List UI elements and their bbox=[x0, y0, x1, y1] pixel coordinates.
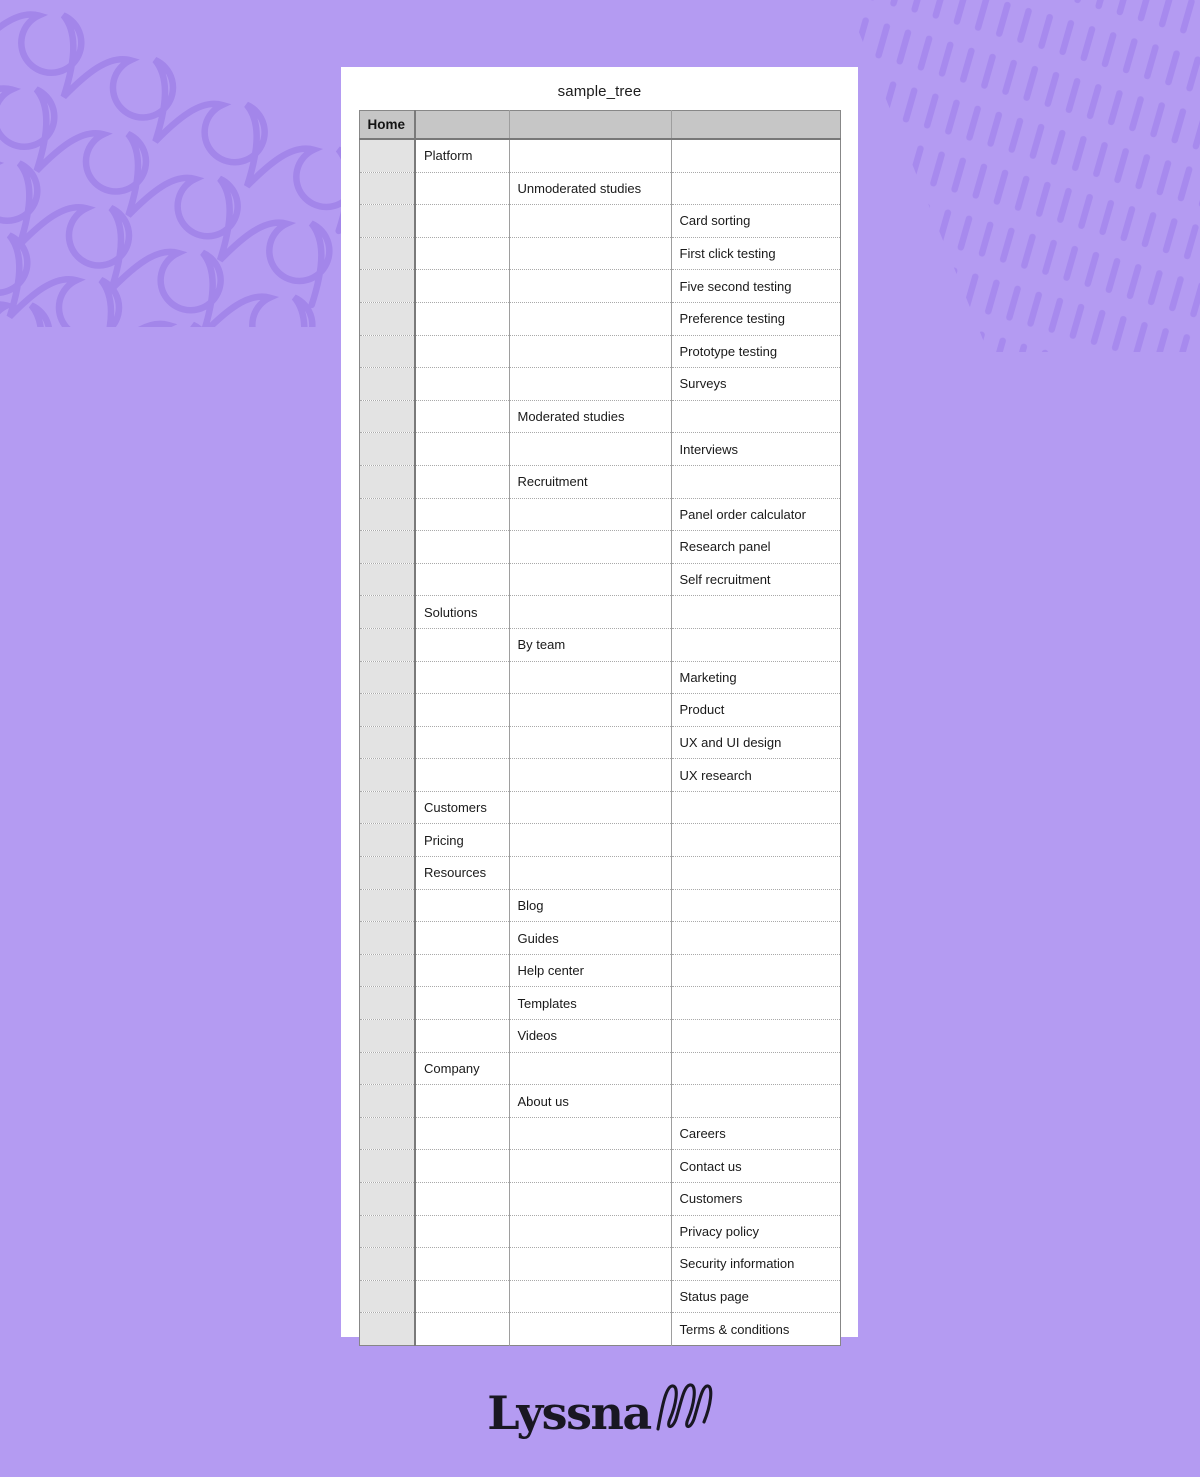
spreadsheet-card bbox=[341, 67, 858, 1337]
tree-cell-level-2[interactable] bbox=[509, 531, 671, 564]
home-stub-cell[interactable] bbox=[359, 302, 415, 335]
tree-cell-level-1[interactable] bbox=[415, 335, 509, 368]
tree-cell-level-2[interactable] bbox=[509, 1313, 671, 1346]
tree-cell-level-2[interactable] bbox=[509, 237, 671, 270]
table-row bbox=[359, 889, 840, 922]
table-row bbox=[359, 954, 840, 987]
table-row bbox=[359, 237, 840, 270]
table-row bbox=[359, 498, 840, 531]
table-row bbox=[359, 1117, 840, 1150]
loop-chain bbox=[0, 276, 247, 327]
tree-cell-level-2[interactable] bbox=[509, 791, 671, 824]
table-row bbox=[359, 139, 840, 172]
home-stub-cell[interactable] bbox=[359, 368, 415, 401]
tree-cell-level-1[interactable] bbox=[415, 302, 509, 335]
tree-cell-level-3[interactable] bbox=[671, 954, 840, 987]
tree-cell-level-2[interactable] bbox=[509, 302, 671, 335]
tree-cell-level-1[interactable]: Pricing bbox=[415, 824, 509, 857]
tree-cell-level-3[interactable] bbox=[671, 889, 840, 922]
tree-cell-level-2[interactable]: Blog bbox=[509, 889, 671, 922]
home-stub-cell[interactable] bbox=[359, 465, 415, 498]
tree-cell-level-3[interactable]: Product bbox=[671, 694, 840, 727]
table-row bbox=[359, 368, 840, 401]
table-row bbox=[359, 824, 840, 857]
tree-cell-level-2[interactable] bbox=[509, 726, 671, 759]
home-stub-cell[interactable] bbox=[359, 661, 415, 694]
tree-cell-level-2[interactable] bbox=[509, 1150, 671, 1183]
tree-cell-level-2[interactable]: Guides bbox=[509, 922, 671, 955]
tree-cell-level-1[interactable] bbox=[415, 1117, 509, 1150]
tree-cell-level-1[interactable] bbox=[415, 498, 509, 531]
table-row bbox=[359, 1215, 840, 1248]
tree-cell-level-1[interactable] bbox=[415, 1183, 509, 1216]
table-row bbox=[359, 302, 840, 335]
tree-cell-level-3[interactable]: Panel order calculator bbox=[671, 498, 840, 531]
tree-cell-level-1[interactable] bbox=[415, 1215, 509, 1248]
table-header-row bbox=[359, 111, 840, 140]
tree-cell-level-2[interactable] bbox=[509, 1280, 671, 1313]
tree-cell-level-1[interactable] bbox=[415, 1085, 509, 1118]
header-cell-home[interactable]: Home bbox=[359, 111, 415, 140]
table-row bbox=[359, 1280, 840, 1313]
tree-cell-level-3[interactable]: Five second testing bbox=[671, 270, 840, 303]
home-stub-cell[interactable] bbox=[359, 1085, 415, 1118]
tree-cell-level-2[interactable] bbox=[509, 270, 671, 303]
dash-doodle-decoration bbox=[838, 0, 1200, 352]
tree-cell-level-2[interactable] bbox=[509, 1052, 671, 1085]
home-stub-cell[interactable] bbox=[359, 1020, 415, 1053]
tree-cell-level-1[interactable] bbox=[415, 400, 509, 433]
tree-cell-level-1[interactable] bbox=[415, 922, 509, 955]
home-stub-cell[interactable] bbox=[359, 172, 415, 205]
table-row bbox=[359, 596, 840, 629]
tree-cell-level-2[interactable] bbox=[509, 1215, 671, 1248]
tree-cell-level-1[interactable] bbox=[415, 694, 509, 727]
tree-cell-level-3[interactable]: Status page bbox=[671, 1280, 840, 1313]
home-stub-cell[interactable] bbox=[359, 694, 415, 727]
table-row bbox=[359, 563, 840, 596]
home-stub-cell[interactable] bbox=[359, 1052, 415, 1085]
tree-cell-level-3[interactable]: Careers bbox=[671, 1117, 840, 1150]
header-cell-level1[interactable] bbox=[415, 111, 509, 140]
tree-cell-level-3[interactable]: UX research bbox=[671, 759, 840, 792]
header-cell-level3[interactable] bbox=[671, 111, 840, 140]
table-row bbox=[359, 987, 840, 1020]
table-row bbox=[359, 433, 840, 466]
tree-cell-level-1[interactable] bbox=[415, 987, 509, 1020]
tree-cell-level-2[interactable] bbox=[509, 368, 671, 401]
table-row bbox=[359, 1183, 840, 1216]
tree-cell-level-1[interactable] bbox=[415, 889, 509, 922]
home-stub-cell[interactable] bbox=[359, 335, 415, 368]
tree-cell-level-2[interactable]: Help center bbox=[509, 954, 671, 987]
home-stub-cell[interactable] bbox=[359, 205, 415, 238]
tree-cell-level-3[interactable]: UX and UI design bbox=[671, 726, 840, 759]
tree-cell-level-3[interactable] bbox=[671, 824, 840, 857]
table-row bbox=[359, 661, 840, 694]
tree-cell-level-3[interactable] bbox=[671, 139, 840, 172]
tree-cell-level-1[interactable] bbox=[415, 759, 509, 792]
tree-cell-level-3[interactable] bbox=[671, 1052, 840, 1085]
table-row bbox=[359, 922, 840, 955]
home-stub-cell[interactable] bbox=[359, 498, 415, 531]
tree-cell-level-2[interactable] bbox=[509, 694, 671, 727]
tree-cell-level-3[interactable]: Security information bbox=[671, 1248, 840, 1281]
loop-chain bbox=[0, 134, 327, 327]
tree-cell-level-3[interactable] bbox=[671, 628, 840, 661]
home-stub-cell[interactable] bbox=[359, 922, 415, 955]
tree-cell-level-2[interactable] bbox=[509, 857, 671, 890]
home-stub-cell[interactable] bbox=[359, 596, 415, 629]
tree-cell-level-1[interactable] bbox=[415, 954, 509, 987]
home-stub-cell[interactable] bbox=[359, 1215, 415, 1248]
tree-cell-level-1[interactable] bbox=[415, 661, 509, 694]
tree-cell-level-3[interactable]: Terms & conditions bbox=[671, 1313, 840, 1346]
tree-cell-level-2[interactable] bbox=[509, 1248, 671, 1281]
tree-cell-level-3[interactable]: Interviews bbox=[671, 433, 840, 466]
loop-doodle-decoration bbox=[0, 0, 350, 327]
tree-cell-level-2[interactable]: Recruitment bbox=[509, 465, 671, 498]
home-stub-cell[interactable] bbox=[359, 628, 415, 661]
tree-cell-level-1[interactable]: Company bbox=[415, 1052, 509, 1085]
table-row bbox=[359, 1052, 840, 1085]
tree-cell-level-3[interactable] bbox=[671, 1085, 840, 1118]
home-stub-cell[interactable] bbox=[359, 857, 415, 890]
home-stub-cell[interactable] bbox=[359, 1150, 415, 1183]
table-row bbox=[359, 1248, 840, 1281]
home-stub-cell[interactable] bbox=[359, 531, 415, 564]
tree-cell-level-2[interactable] bbox=[509, 824, 671, 857]
home-stub-cell[interactable] bbox=[359, 954, 415, 987]
table-row bbox=[359, 335, 840, 368]
table-row bbox=[359, 726, 840, 759]
tree-cell-level-3[interactable]: Contact us bbox=[671, 1150, 840, 1183]
table-row bbox=[359, 270, 840, 303]
tree-cell-level-1[interactable] bbox=[415, 433, 509, 466]
loop-chain bbox=[0, 206, 317, 327]
tree-cell-level-3[interactable]: Card sorting bbox=[671, 205, 840, 238]
home-stub-cell[interactable] bbox=[359, 433, 415, 466]
tree-cell-level-1[interactable] bbox=[415, 1313, 509, 1346]
tree-cell-level-3[interactable]: Surveys bbox=[671, 368, 840, 401]
tree-cell-level-3[interactable] bbox=[671, 791, 840, 824]
tree-cell-level-2[interactable] bbox=[509, 335, 671, 368]
tree-cell-level-2[interactable] bbox=[509, 1183, 671, 1216]
tree-cell-level-2[interactable] bbox=[509, 563, 671, 596]
tree-cell-level-3[interactable] bbox=[671, 987, 840, 1020]
tree-cell-level-3[interactable] bbox=[671, 465, 840, 498]
tree-cell-level-3[interactable]: Research panel bbox=[671, 531, 840, 564]
table-row bbox=[359, 205, 840, 238]
tree-cell-level-2[interactable]: Unmoderated studies bbox=[509, 172, 671, 205]
table-row bbox=[359, 791, 840, 824]
tree-cell-level-1[interactable] bbox=[415, 1280, 509, 1313]
tree-table bbox=[359, 110, 841, 1346]
tree-cell-level-2[interactable] bbox=[509, 1117, 671, 1150]
tree-cell-level-3[interactable]: Customers bbox=[671, 1183, 840, 1216]
tree-cell-level-3[interactable]: Privacy policy bbox=[671, 1215, 840, 1248]
tree-cell-level-3[interactable] bbox=[671, 857, 840, 890]
tree-cell-level-2[interactable] bbox=[509, 661, 671, 694]
table-row bbox=[359, 172, 840, 205]
home-stub-cell[interactable] bbox=[359, 889, 415, 922]
tree-cell-level-2[interactable]: Videos bbox=[509, 1020, 671, 1053]
home-stub-cell[interactable] bbox=[359, 1117, 415, 1150]
tree-cell-level-3[interactable] bbox=[671, 1020, 840, 1053]
home-stub-cell[interactable] bbox=[359, 987, 415, 1020]
tree-cell-level-1[interactable] bbox=[415, 270, 509, 303]
table-row bbox=[359, 465, 840, 498]
tree-cell-level-1[interactable] bbox=[415, 172, 509, 205]
home-stub-cell[interactable] bbox=[359, 824, 415, 857]
tree-cell-level-2[interactable] bbox=[509, 596, 671, 629]
home-stub-cell[interactable] bbox=[359, 1280, 415, 1313]
table-row bbox=[359, 400, 840, 433]
tree-cell-level-1[interactable] bbox=[415, 205, 509, 238]
loop-chain bbox=[0, 0, 350, 231]
tree-cell-level-3[interactable]: Marketing bbox=[671, 661, 840, 694]
tree-cell-level-3[interactable] bbox=[671, 596, 840, 629]
tree-cell-level-2[interactable] bbox=[509, 433, 671, 466]
table-row bbox=[359, 1150, 840, 1183]
tree-cell-level-1[interactable] bbox=[415, 726, 509, 759]
tree-cell-level-1[interactable] bbox=[415, 465, 509, 498]
tree-table-body bbox=[359, 139, 840, 1345]
tree-cell-level-3[interactable] bbox=[671, 172, 840, 205]
tree-cell-level-2[interactable] bbox=[509, 139, 671, 172]
home-stub-cell[interactable] bbox=[359, 1313, 415, 1346]
tree-cell-level-1[interactable]: Resources bbox=[415, 857, 509, 890]
home-stub-cell[interactable] bbox=[359, 726, 415, 759]
table-row bbox=[359, 531, 840, 564]
tree-cell-level-1[interactable] bbox=[415, 628, 509, 661]
table-row bbox=[359, 759, 840, 792]
table-row bbox=[359, 1020, 840, 1053]
tree-cell-level-1[interactable] bbox=[415, 1020, 509, 1053]
tree-cell-level-1[interactable] bbox=[415, 1150, 509, 1183]
page-title: sample_tree bbox=[557, 83, 642, 100]
home-stub-cell[interactable] bbox=[359, 139, 415, 172]
tree-cell-level-1[interactable]: Solutions bbox=[415, 596, 509, 629]
home-stub-cell[interactable] bbox=[359, 270, 415, 303]
home-stub-cell[interactable] bbox=[359, 237, 415, 270]
home-stub-cell[interactable] bbox=[359, 791, 415, 824]
loop-chain bbox=[0, 60, 344, 304]
tree-cell-level-2[interactable]: Templates bbox=[509, 987, 671, 1020]
tree-cell-level-1[interactable] bbox=[415, 1248, 509, 1281]
table-row bbox=[359, 694, 840, 727]
tree-cell-level-2[interactable] bbox=[509, 205, 671, 238]
tree-cell-level-3[interactable]: Preference testing bbox=[671, 302, 840, 335]
logo-squiggle-icon bbox=[655, 1379, 713, 1435]
tree-cell-level-1[interactable] bbox=[415, 368, 509, 401]
tree-cell-level-2[interactable]: By team bbox=[509, 628, 671, 661]
home-stub-cell[interactable] bbox=[359, 1183, 415, 1216]
tree-cell-level-1[interactable] bbox=[415, 531, 509, 564]
home-stub-cell[interactable] bbox=[359, 1248, 415, 1281]
tree-cell-level-1[interactable] bbox=[415, 237, 509, 270]
table-row bbox=[359, 1085, 840, 1118]
tree-cell-level-3[interactable]: Prototype testing bbox=[671, 335, 840, 368]
tree-cell-level-2[interactable] bbox=[509, 759, 671, 792]
table-row bbox=[359, 628, 840, 661]
home-stub-cell[interactable] bbox=[359, 759, 415, 792]
header-cell-level2[interactable] bbox=[509, 111, 671, 140]
tree-cell-level-3[interactable] bbox=[671, 922, 840, 955]
tree-cell-level-2[interactable]: About us bbox=[509, 1085, 671, 1118]
home-stub-cell[interactable] bbox=[359, 563, 415, 596]
tree-cell-level-1[interactable] bbox=[415, 563, 509, 596]
logo-wordmark: Lyssna bbox=[487, 1386, 651, 1440]
table-row bbox=[359, 1313, 840, 1346]
tree-cell-level-3[interactable]: Self recruitment bbox=[671, 563, 840, 596]
lyssna-logo bbox=[0, 1379, 1200, 1440]
tree-cell-level-2[interactable]: Moderated studies bbox=[509, 400, 671, 433]
tree-cell-level-3[interactable]: First click testing bbox=[671, 237, 840, 270]
home-stub-cell[interactable] bbox=[359, 400, 415, 433]
tree-cell-level-1[interactable]: Customers bbox=[415, 791, 509, 824]
tree-cell-level-1[interactable]: Platform bbox=[415, 139, 509, 172]
table-row bbox=[359, 857, 840, 890]
tree-cell-level-2[interactable] bbox=[509, 498, 671, 531]
tree-cell-level-3[interactable] bbox=[671, 400, 840, 433]
